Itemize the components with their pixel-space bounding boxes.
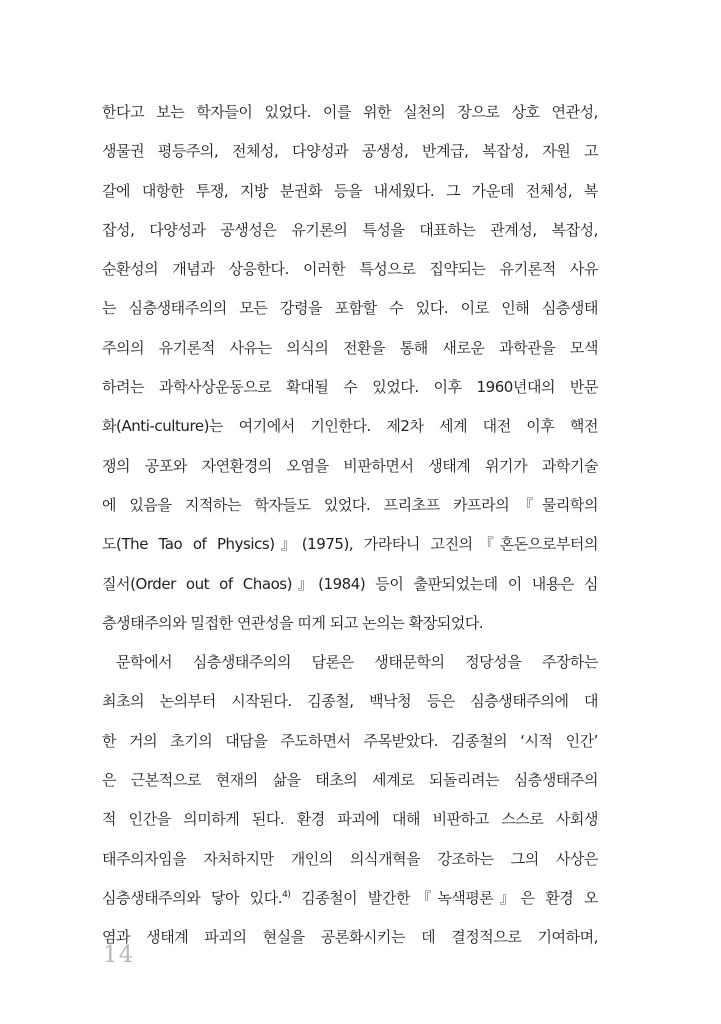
text-line-6: 는 심층생태주의의 모든 강령을 포함할 수 있다. 이로 인해 심층생태 (102, 299, 598, 318)
text-line-7: 주의의 유기론적 사유는 의식의 전환을 통해 새로운 과학관을 모색 (102, 338, 598, 357)
text-line-5: 순환성의 개념과 상응한다. 이러한 특성으로 집약되는 유기론적 사유 (102, 260, 598, 279)
body-text (102, 93, 598, 958)
text-line-8: 하려는 과학사상운동으로 확대될 수 있었다. 이후 1960년대의 반문 (102, 378, 598, 397)
page-number: 14 (103, 942, 135, 968)
text-line-12: 도(The Tao of Physics)』(1975), 가라타니 고진의『혼돈으로부터의 (102, 535, 598, 554)
text-line-21-start: 심층생태주의와 닿아 있다. (102, 888, 283, 907)
text-line-21-end: 김종철이 발간한『녹색평론』은 환경 오 (301, 888, 599, 907)
text-line-16: 최초의 논의부터 시작된다. 김종철, 백낙청 등은 심층생태주의에 대 (102, 692, 598, 711)
text-line-11: 에 있음을 지적하는 학자들도 있었다. 프리초프 카프라의『물리학의 (102, 495, 598, 514)
text-line-17: 한 거의 초기의 대담을 주도하면서 주목받았다. 김종철의 ‘시적 인간’ (102, 731, 598, 750)
text-line-13: 질서(Order out of Chaos)』(1984) 등이 출판되었는데 이 내용은 심 (102, 574, 598, 593)
text-line-2: 생물권 평등주의, 전체성, 다양성과 공생성, 반계급, 복잡성, 자원 고 (102, 142, 598, 161)
text-line-20: 태주의자임을 자처하지만 개인의 의식개혁을 강조하는 그의 사상은 (102, 849, 598, 868)
text-line-22: 염과 생태계 파괴의 현실을 공론화시키는 데 결정적으로 기여하며, (102, 928, 598, 947)
text-line-1: 한다고 보는 학자들이 있었다. 이를 위한 실천의 장으로 상호 연관성, (102, 103, 598, 121)
text-line-15: 문학에서 심층생태주의의 담론은 생태문학의 정당성을 주장하는 (116, 653, 598, 672)
text-line-3: 갈에 대항한 투쟁, 지방 분권화 등을 내세웠다. 그 가운데 전체성, 복 (102, 181, 598, 200)
text-line-19: 적 인간을 의미하게 된다. 환경 파괴에 대해 비판하고 스스로 사회생 (102, 810, 598, 829)
text-line-10: 쟁의 공포와 자연환경의 오염을 비판하면서 생태계 위기가 과학기술 (102, 456, 598, 475)
text-line-21 (102, 879, 598, 918)
text-line-14: 층생태주의와 밀접한 연관성을 띠게 되고 논의는 확장되었다. (102, 613, 484, 632)
text-line-9: 화(Anti-culture)는 여기에서 기인한다. 제2차 세계 대전 이후 핵전 (102, 417, 598, 436)
text-line-18: 은 근본적으로 현재의 삶을 태초의 세계로 되돌리려는 심층생태주의 (102, 771, 598, 790)
footnote-reference[interactable]: 4) (282, 889, 291, 900)
text-line-4: 잡성, 다양성과 공생성은 유기론의 특성을 대표하는 관계성, 복잡성, (102, 220, 598, 239)
